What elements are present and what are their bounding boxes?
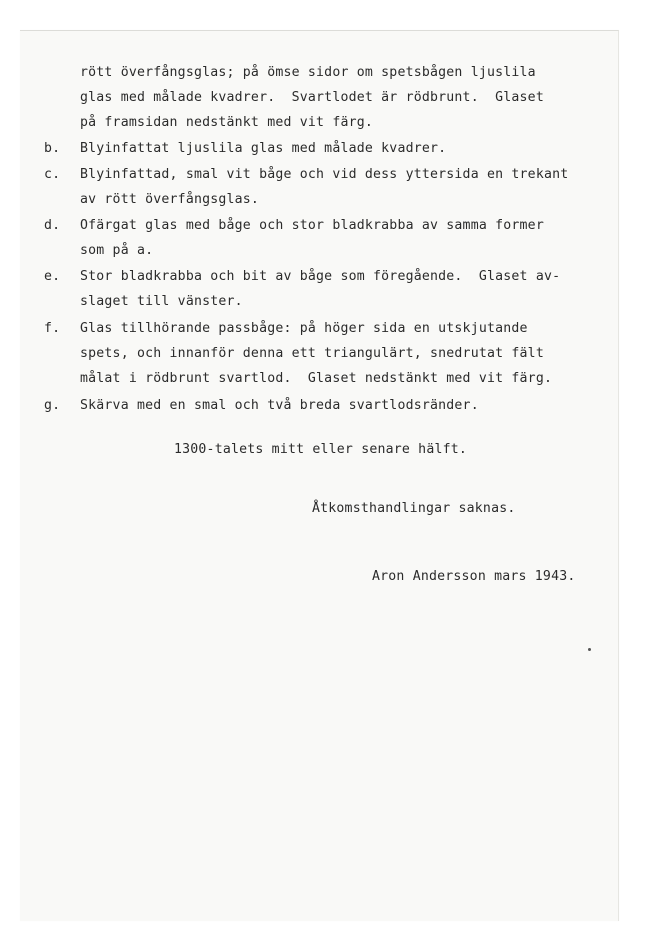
item-d-line-2: som på a. [80, 243, 154, 258]
item-d-line-1: Ofärgat glas med båge och stor bladkrabba av samma former [80, 218, 544, 233]
item-e-line-2: slaget till vänster. [80, 294, 243, 309]
item-b-line-1: Blyinfattat ljuslila glas med målade kvadrer. [80, 141, 447, 156]
intro-line-2: glas med målade kvadrer. Svartlodet är rödbrunt. Glaset [80, 90, 544, 105]
item-marker-d: d. [44, 218, 61, 233]
item-f-line-3: målat i rödbrunt svartlod. Glaset nedstänkt med vit färg. [80, 371, 553, 386]
item-g-line-1: Skärva med en smal och två breda svartlodsränder. [80, 398, 479, 413]
item-f-line-2: spets, och innanför denna ett triangulärt, snedrutat fält [80, 346, 544, 361]
acquisition-note: Åtkomsthandlingar saknas. [312, 501, 516, 516]
dating-note: 1300-talets mitt eller senare hälft. [174, 442, 468, 457]
item-marker-c: c. [44, 167, 61, 182]
item-e-line-1: Stor bladkrabba och bit av båge som föregående. Glaset av- [80, 269, 561, 284]
item-marker-f: f. [44, 321, 61, 336]
stray-mark [588, 648, 591, 651]
item-marker-b: b. [44, 141, 61, 156]
item-c-line-2: av rött överfångsglas. [80, 192, 260, 207]
item-c-line-1: Blyinfattad, smal vit båge och vid dess yttersida en trekant [80, 167, 569, 182]
item-f-line-1: Glas tillhörande passbåge: på höger sida en utskjutande [80, 321, 528, 336]
typed-document-page [20, 30, 619, 921]
intro-line-3: på framsidan nedstänkt med vit färg. [80, 115, 374, 130]
item-marker-e: e. [44, 269, 61, 284]
intro-line-1: rött överfångsglas; på ömse sidor om spetsbågen ljuslila [80, 65, 536, 80]
item-marker-g: g. [44, 398, 61, 413]
signature-line: Aron Andersson mars 1943. [372, 569, 576, 584]
